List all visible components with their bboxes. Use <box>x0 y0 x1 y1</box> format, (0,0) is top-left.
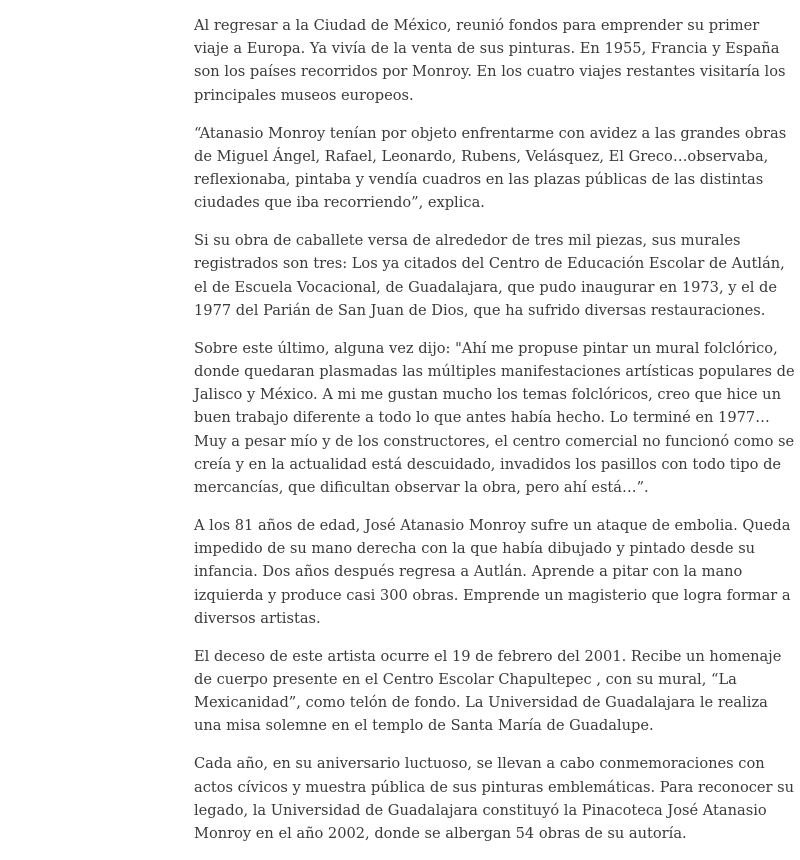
article-paragraph: Al regresar a la Ciudad de México, reunió fondos para emprender su primer viaje a Europa. Ya vivía de la venta de sus pinturas. En 1955, Francia y España son los países recorridos por Monroy. En los cuatro viajes restantes visitaría los principales museos europeos. <box>194 17 786 104</box>
article-paragraph: El deceso de este artista ocurre el 19 de febrero del 2001. Recibe un homenaje de cuerpo presente en el Centro Escolar Chapultepec , con su mural, “La Mexicanidad”, como telón de fondo. La Universidad de Guadalajara le realiza una misa solemne en el templo de Santa María de Guadalupe. <box>194 647 782 735</box>
article-paragraph: Sobre este último, alguna vez dijo: "Ahí me propuse pintar un mural folclórico, donde quedaran plasmadas las múltiples manifestaciones artísticas populares de Jalisco y México. A mi me gustan mucho los temas folclóricos, creo que hice un buen trabajo diferente a todo lo que antes había hecho. Lo terminé en 1977… Muy a pesar mío y de los constructores, el centro comercial no funcionó como se creía y en la actualidad está descuidado, invadidos los pasillos con todo tipo de mercancías, que dificultan observar la obra, pero ahí está…”. <box>194 339 795 497</box>
article-body <box>194 14 796 860</box>
article-paragraph: “Atanasio Monroy tenían por objeto enfrentarme con avidez a las grandes obras de Miguel Ángel, Rafael, Leonardo, Rubens, Velásquez, El Greco…observaba, reflexionaba, pintaba y vendía cuadros en las plazas públicas de las distintas ciudades que iba recorriendo”, explica. <box>194 124 787 212</box>
article-paragraph: Cada año, en su aniversario luctuoso, se llevan a cabo conmemoraciones con actos cívicos y muestra pública de sus pinturas emblemáticas. Para reconocer su legado, la Universidad de Guadalajara constituyó la Pinacoteca José Atanasio Monroy en el año 2002, donde se albergan 54 obras de su autoría. <box>194 755 795 843</box>
article-paragraph: A los 81 años de edad, José Atanasio Monroy sufre un ataque de embolia. Queda impedido de su mano derecha con la que había dibujado y pintado desde su infancia. Dos años después regresa a Autlán. Aprende a pitar con la mano izquierda y produce casi 300 obras. Emprende un magisterio que logra formar a diversos artistas. <box>194 517 791 627</box>
article-paragraph: Si su obra de caballete versa de alrededor de tres mil piezas, sus murales registrados son tres: Los ya citados del Centro de Educación Escolar de Autlán, el de Escuela Vocacional, de Guadalajara, que pudo inaugurar en 1973, y el de 1977 del Parián de San Juan de Dios, que ha sufrido diversas restauraciones. <box>194 232 785 319</box>
